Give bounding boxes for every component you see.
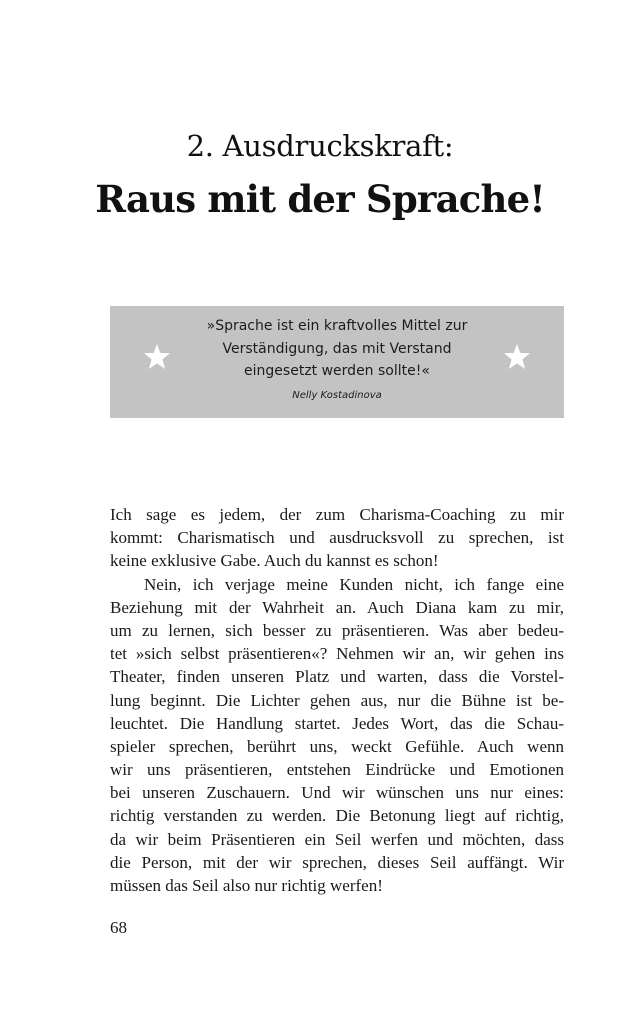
body-text <box>110 503 564 897</box>
paragraph-line: müssen das Seil also nur richtig werfen! <box>110 876 383 895</box>
paragraph-line: Beziehung mit der Wahrheit an. Auch Diana kam zu mir, <box>110 597 564 617</box>
paragraph-line: leuchtet. Die Handlung startet. Jedes Wort, das die Schau- <box>110 713 564 733</box>
star-icon <box>502 342 532 372</box>
quote-text <box>195 315 479 383</box>
paragraph-line: tet »sich selbst präsentieren«? Nehmen wir an, wir gehen ins <box>110 644 564 664</box>
paragraph-line: die Person, mit der wir sprechen, dieses Seil auffängt. Wir <box>110 852 564 872</box>
chapter-heading <box>0 126 640 223</box>
page-number: 68 <box>110 918 127 937</box>
paragraph-line: keine exklusive Gabe. Auch du kannst es schon! <box>110 551 439 571</box>
paragraph-line: da wir beim Präsentieren ein Seil werfen und möchten, dass <box>110 829 564 849</box>
chapter-title: Raus mit der Sprache! <box>95 177 545 221</box>
star-icon <box>142 342 172 372</box>
paragraph-line: lung beginnt. Die Lichter gehen aus, nur die Bühne ist be- <box>110 690 564 710</box>
paragraph-line: kommt: Charismatisch und ausdrucksvoll zu sprechen, ist <box>110 528 564 548</box>
paragraph-line: Theater, finden unseren Platz und warten, dass die Vorstel- <box>110 667 564 687</box>
paragraph-line: Nein, ich verjage meine Kunden nicht, ich fange eine <box>144 574 564 594</box>
paragraph-line: um zu lernen, sich besser zu präsentieren. Was aber bedeu- <box>110 620 564 640</box>
paragraph-line: richtig verstanden zu werden. Die Betonung liegt auf richtig, <box>110 806 564 826</box>
chapter-number-title: 2. Ausdruckskraft: <box>186 129 454 163</box>
quote-line: eingesetzt werden sollte!« <box>244 363 430 379</box>
paragraph-line: spieler sprechen, berührt uns, weckt Gefühle. Auch wenn <box>110 736 564 756</box>
paragraph-line: Ich sage es jedem, der zum Charisma-Coaching zu mir <box>110 505 564 524</box>
quote-line: »Sprache ist ein kraftvolles Mittel zur <box>206 318 468 334</box>
paragraph-line: bei unseren Zuschauern. Und wir wünschen uns nur eines: <box>110 783 564 803</box>
quote-author: Nelly Kostadinova <box>292 390 382 401</box>
quote-line: Verständigung, das mit Verstand <box>222 340 452 357</box>
paragraph-line: wir uns präsentieren, entstehen Eindrücke und Emotionen <box>110 760 564 780</box>
